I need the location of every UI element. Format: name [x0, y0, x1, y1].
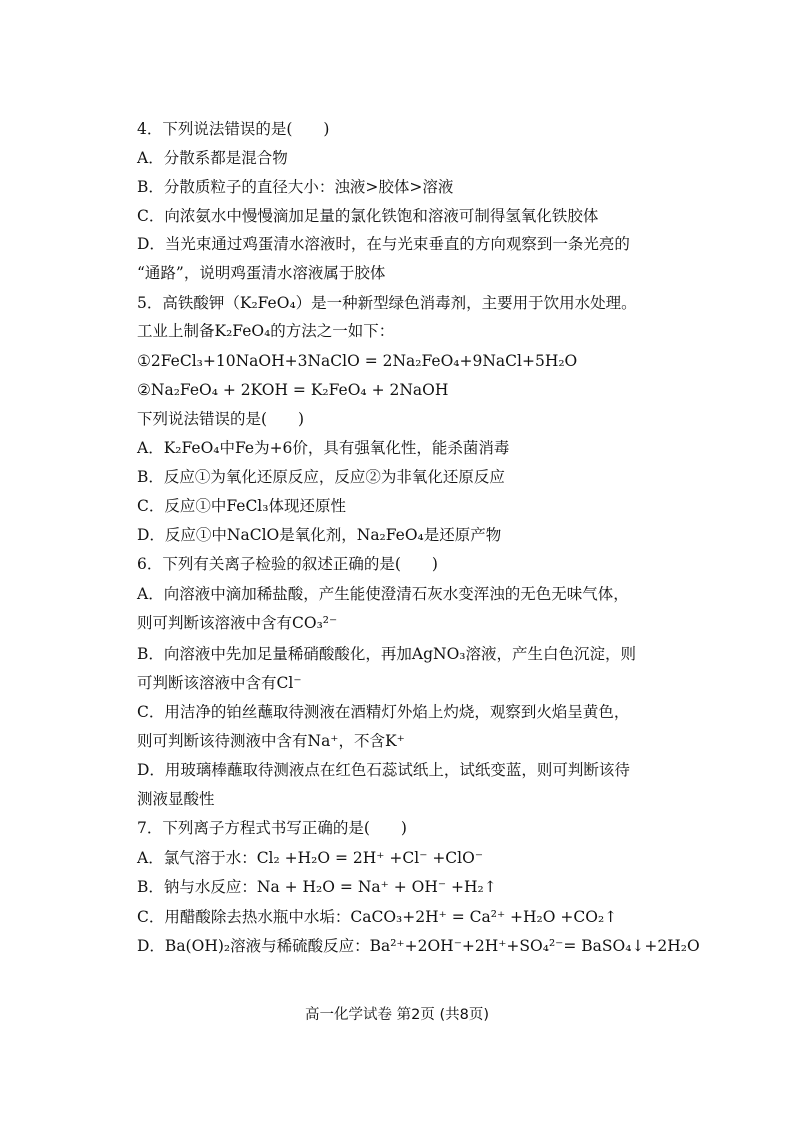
question-6-option-d: D．用玻璃棒蘸取待测液点在红色石蕊试纸上，试纸变蓝，则可判断该待	[137, 761, 630, 779]
question-7-option-d: D．Ba(OH)₂溶液与稀硫酸反应：Ba²⁺+2OH⁻+2H⁺+SO₄²⁻= BaSO₄↓+2H₂O	[137, 937, 700, 955]
question-6-option-d-cont: 测液显酸性	[137, 790, 215, 808]
question-5-option-d: D．反应①中NaClO是氧化剂，Na₂FeO₄是还原产物	[137, 526, 502, 544]
question-4-option-c: C．向浓氨水中慢慢滴加足量的氯化铁饱和溶液可制得氢氧化铁胶体	[137, 207, 599, 225]
question-5-option-c: C．反应①中FeCl₃体现还原性	[137, 497, 346, 515]
question-5-equation-1: ①2FeCl₃+10NaOH+3NaClO = 2Na₂FeO₄+9NaCl+5H₂O	[137, 352, 578, 370]
page-footer: 高一化学试卷 第2页 (共8页)	[305, 1007, 489, 1023]
question-4-option-a: A．分散系都是混合物	[137, 149, 288, 167]
question-4-option-b: B．分散质粒子的直径大小：浊液>胶体>溶液	[137, 178, 454, 196]
question-6-option-c: C．用洁净的铂丝蘸取待测液在酒精灯外焰上灼烧，观察到火焰呈黄色，	[137, 703, 630, 721]
question-6-option-b: B．向溶液中先加足量稀硝酸酸化，再加AgNO₃溶液，产生白色沉淀，则	[137, 645, 636, 663]
question-6-option-a: A．向溶液中滴加稀盐酸，产生能使澄清石灰水变浑浊的无色无味气体，	[137, 585, 629, 603]
question-5-stem: 5．高铁酸钾（K₂FeO₄）是一种新型绿色消毒剂，主要用于饮用水处理。	[137, 294, 637, 312]
question-7-option-a: A．氯气溶于水：Cl₂ +H₂O = 2H⁺ +Cl⁻ +ClO⁻	[137, 849, 484, 867]
question-4-option-d: D．当光束通过鸡蛋清水溶液时，在与光束垂直的方向观察到一条光亮的	[137, 235, 630, 253]
question-6-option-a-cont: 则可判断该溶液中含有CO₃²⁻	[137, 614, 338, 632]
question-5-option-b: B．反应①为氧化还原反应，反应②为非氧化还原反应	[137, 468, 505, 486]
question-4-stem: 4．下列说法错误的是( )	[137, 120, 330, 138]
question-7-stem: 7．下列离子方程式书写正确的是( )	[137, 819, 407, 837]
question-7-option-c: C．用醋酸除去热水瓶中水垢：CaCO₃+2H⁺ = Ca²⁺ +H₂O +CO₂↑	[137, 908, 618, 926]
question-4-option-d-cont: “通路”，说明鸡蛋清水溶液属于胶体	[137, 264, 386, 282]
question-5-prompt: 下列说法错误的是( )	[137, 410, 305, 428]
question-6-stem: 6．下列有关离子检验的叙述正确的是( )	[137, 555, 438, 573]
question-5-equation-2: ②Na₂FeO₄ + 2KOH = K₂FeO₄ + 2NaOH	[137, 381, 449, 399]
question-5-intro: 工业上制备K₂FeO₄的方法之一如下：	[137, 322, 395, 340]
question-5-option-a: A．K₂FeO₄中Fe为+6价，具有强氧化性，能杀菌消毒	[137, 439, 510, 457]
question-6-option-b-cont: 可判断该溶液中含有Cl⁻	[137, 674, 302, 692]
question-6-option-c-cont: 则可判断该待测液中含有Na⁺，不含K⁺	[137, 732, 405, 750]
question-7-option-b: B．钠与水反应：Na + H₂O = Na⁺ + OH⁻ +H₂↑	[137, 878, 497, 896]
